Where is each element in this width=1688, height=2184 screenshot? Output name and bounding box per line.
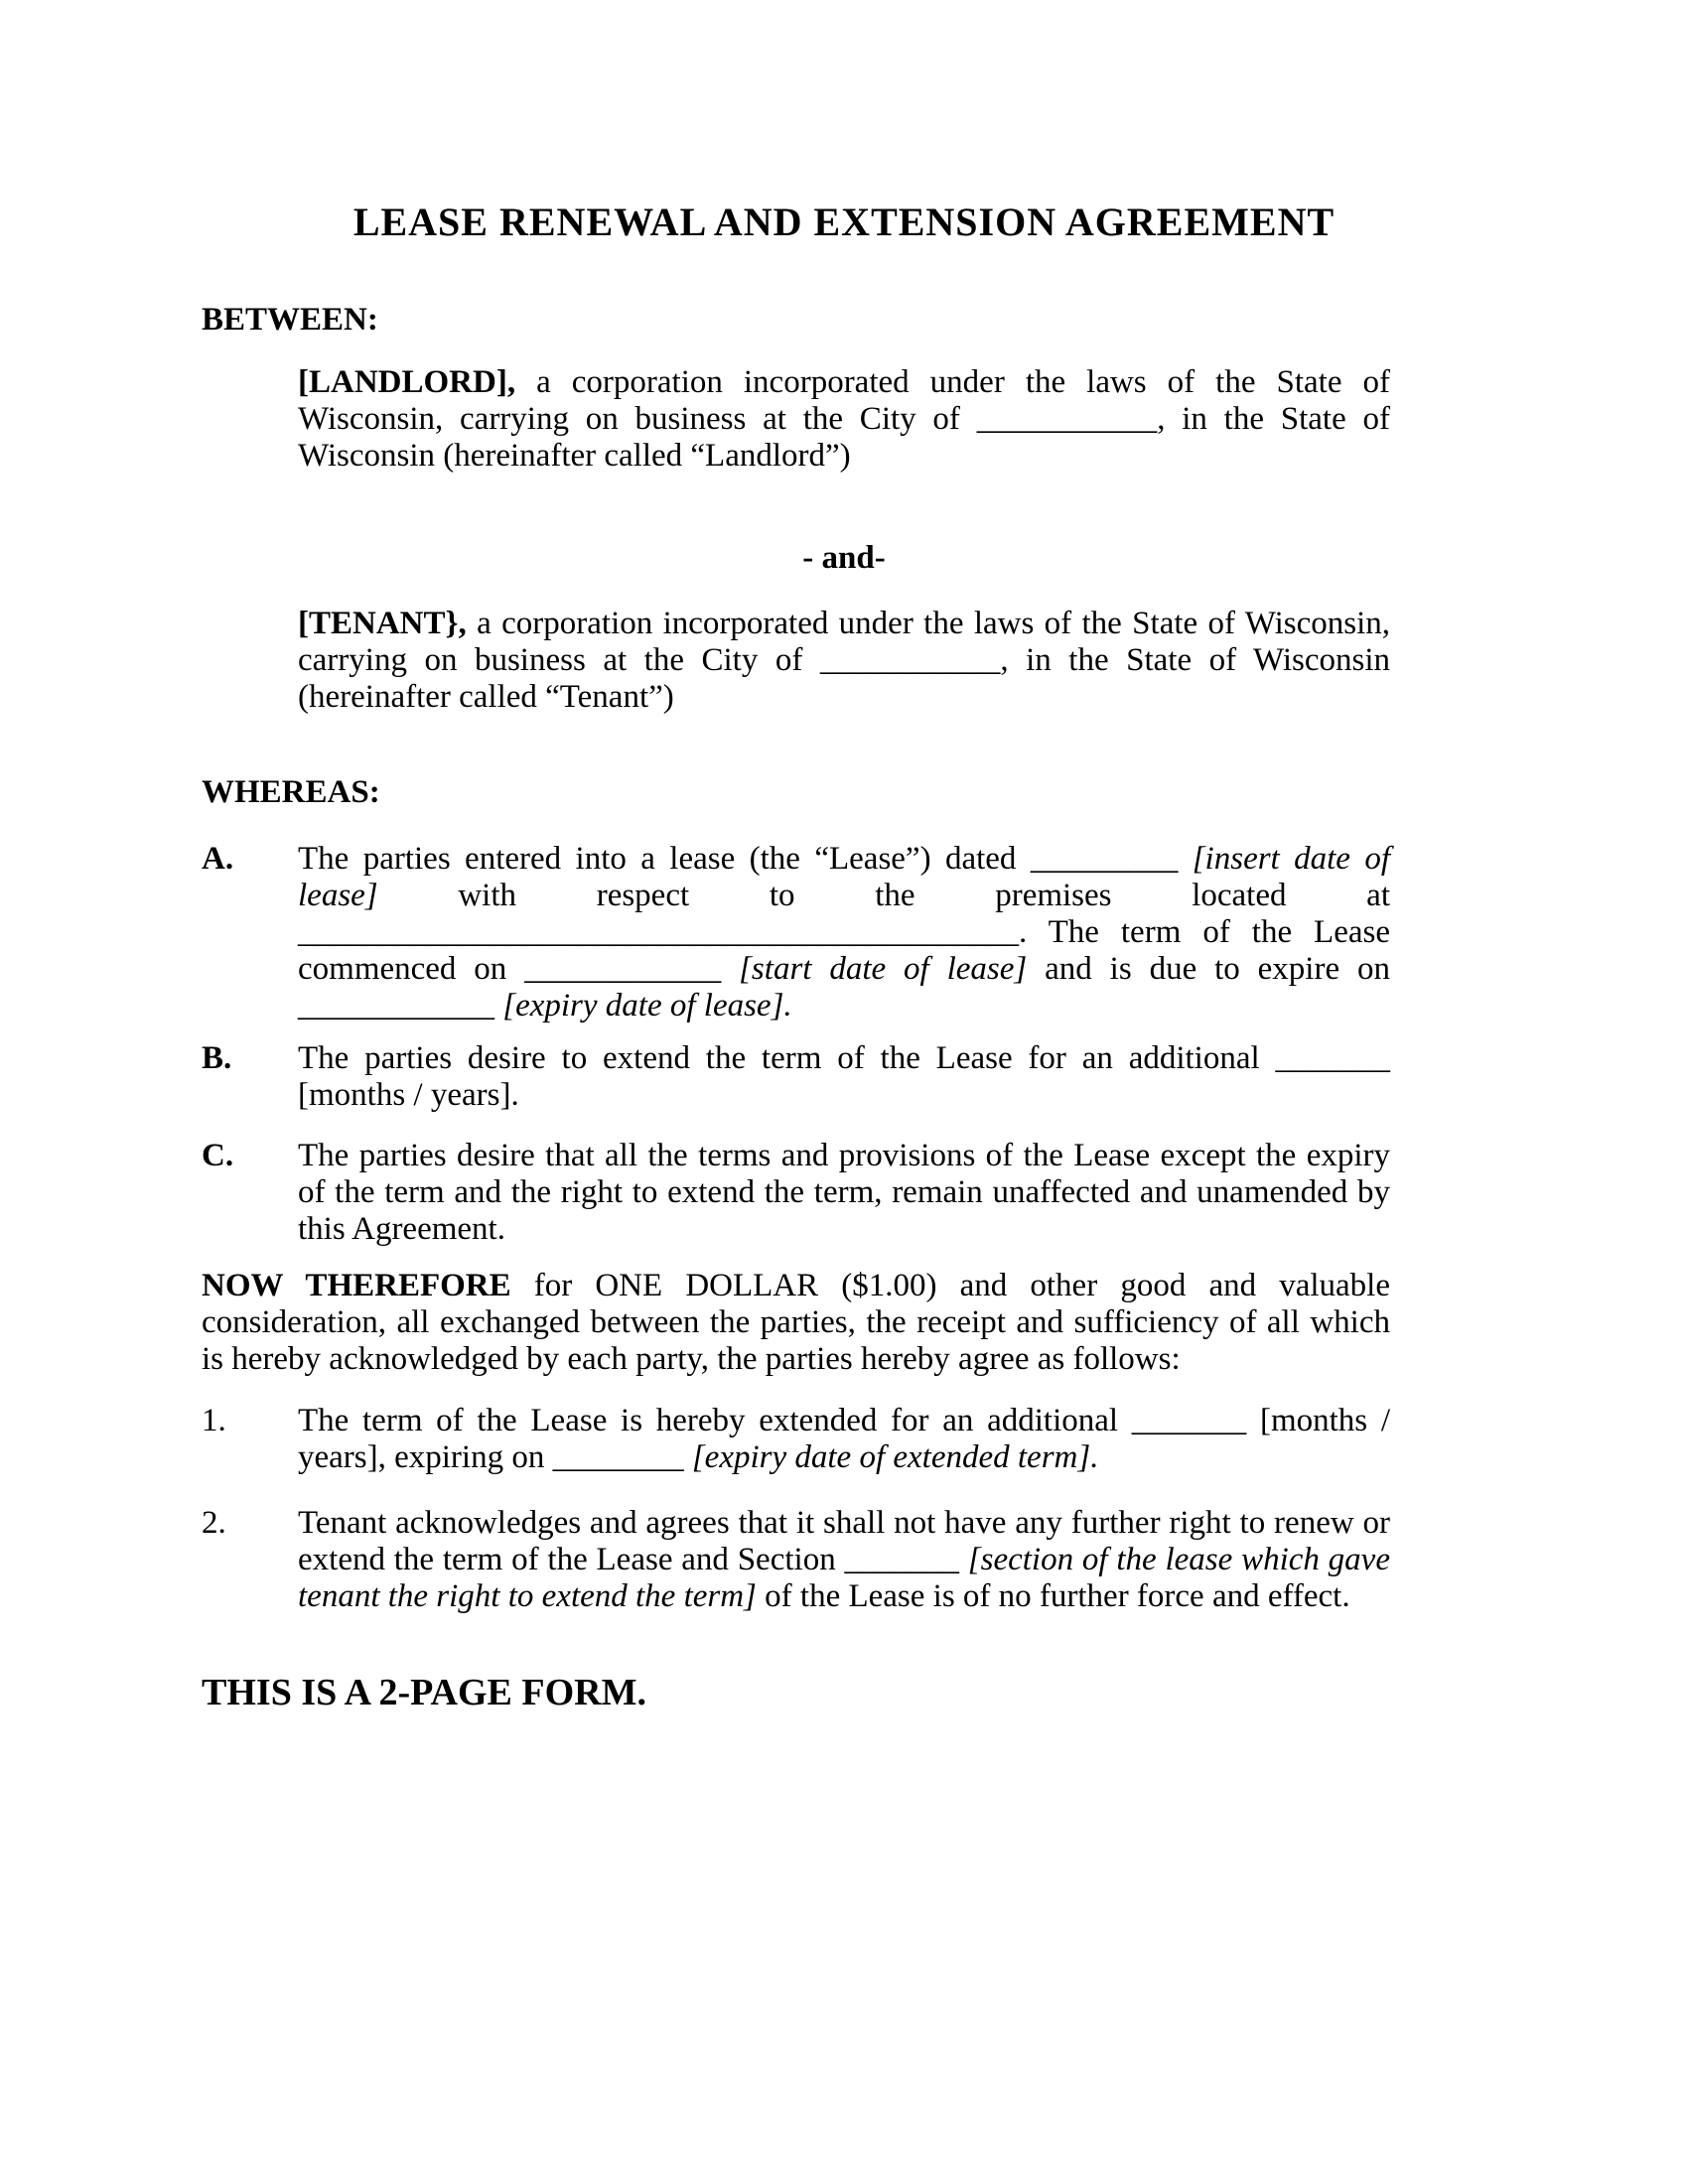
recital-label: C. bbox=[202, 1138, 234, 1173]
recital-label: A. bbox=[202, 841, 234, 877]
clause-label: 1. bbox=[202, 1403, 226, 1438]
clause-item-2 bbox=[202, 1505, 1390, 1615]
now-therefore-paragraph: NOW THEREFORE for ONE DOLLAR ($1.00) and other good and valuable consideration, all exchanged between the parties, the receipt and sufficiency of all which is hereby acknowledged by each party, the parties hereby agree as follows: bbox=[202, 1268, 1390, 1377]
whereas-label: WHEREAS: bbox=[202, 774, 380, 810]
clause-label: 2. bbox=[202, 1505, 226, 1541]
clause-item-1 bbox=[202, 1403, 1390, 1476]
between-label: BETWEEN: bbox=[202, 302, 378, 338]
and-separator: - and- bbox=[802, 540, 886, 576]
footer-note: THIS IS A 2-PAGE FORM. bbox=[202, 1672, 646, 1713]
recital-item-c bbox=[202, 1138, 1390, 1248]
recital-text: The parties desire that all the terms and provisions of the Lease except the expiry of the term and the right to extend the term, remain unaffected and unamended by this Agreement. bbox=[298, 1138, 1390, 1247]
recital-text: The parties desire to extend the term of the Lease for an additional _______ [months / years]. bbox=[298, 1040, 1390, 1113]
tenant-paragraph: [TENANT}, a corporation incorporated under the laws of the State of Wisconsin, carrying on business at the City of ___________, in the State of Wisconsin (hereinafter called “Tenant”) bbox=[298, 606, 1390, 715]
recital-item-a bbox=[202, 841, 1390, 1024]
document-title: LEASE RENEWAL AND EXTENSION AGREEMENT bbox=[352, 200, 1336, 244]
recital-label: B. bbox=[202, 1040, 232, 1076]
clause-text: Tenant acknowledges and agrees that it shall not have any further right to renew or extend the term of the Lease and Section _______ [section of the lease which gave tenant the right to extend the term] of the Lease is of no further force and effect. bbox=[298, 1505, 1390, 1614]
recital-item-b bbox=[202, 1040, 1390, 1114]
document-content bbox=[202, 0, 1390, 1715]
clause-text: The term of the Lease is hereby extended for an additional _______ [months / years], expiring on ________ [expiry date of extended term]. bbox=[298, 1403, 1390, 1475]
recital-text: The parties entered into a lease (the “Lease”) dated _________ [insert date of lease] with respect to the premises located at ____________________________________________. The term of the Lease commenced on ____________ [start date of lease] and is due to expire on ____________ [expiry date of lease]. bbox=[298, 841, 1390, 1024]
landlord-paragraph: [LANDLORD], a corporation incorporated under the laws of the State of Wisconsin, carrying on business at the City of ___________, in the State of Wisconsin (hereinafter called “Landlord”) bbox=[298, 364, 1390, 474]
